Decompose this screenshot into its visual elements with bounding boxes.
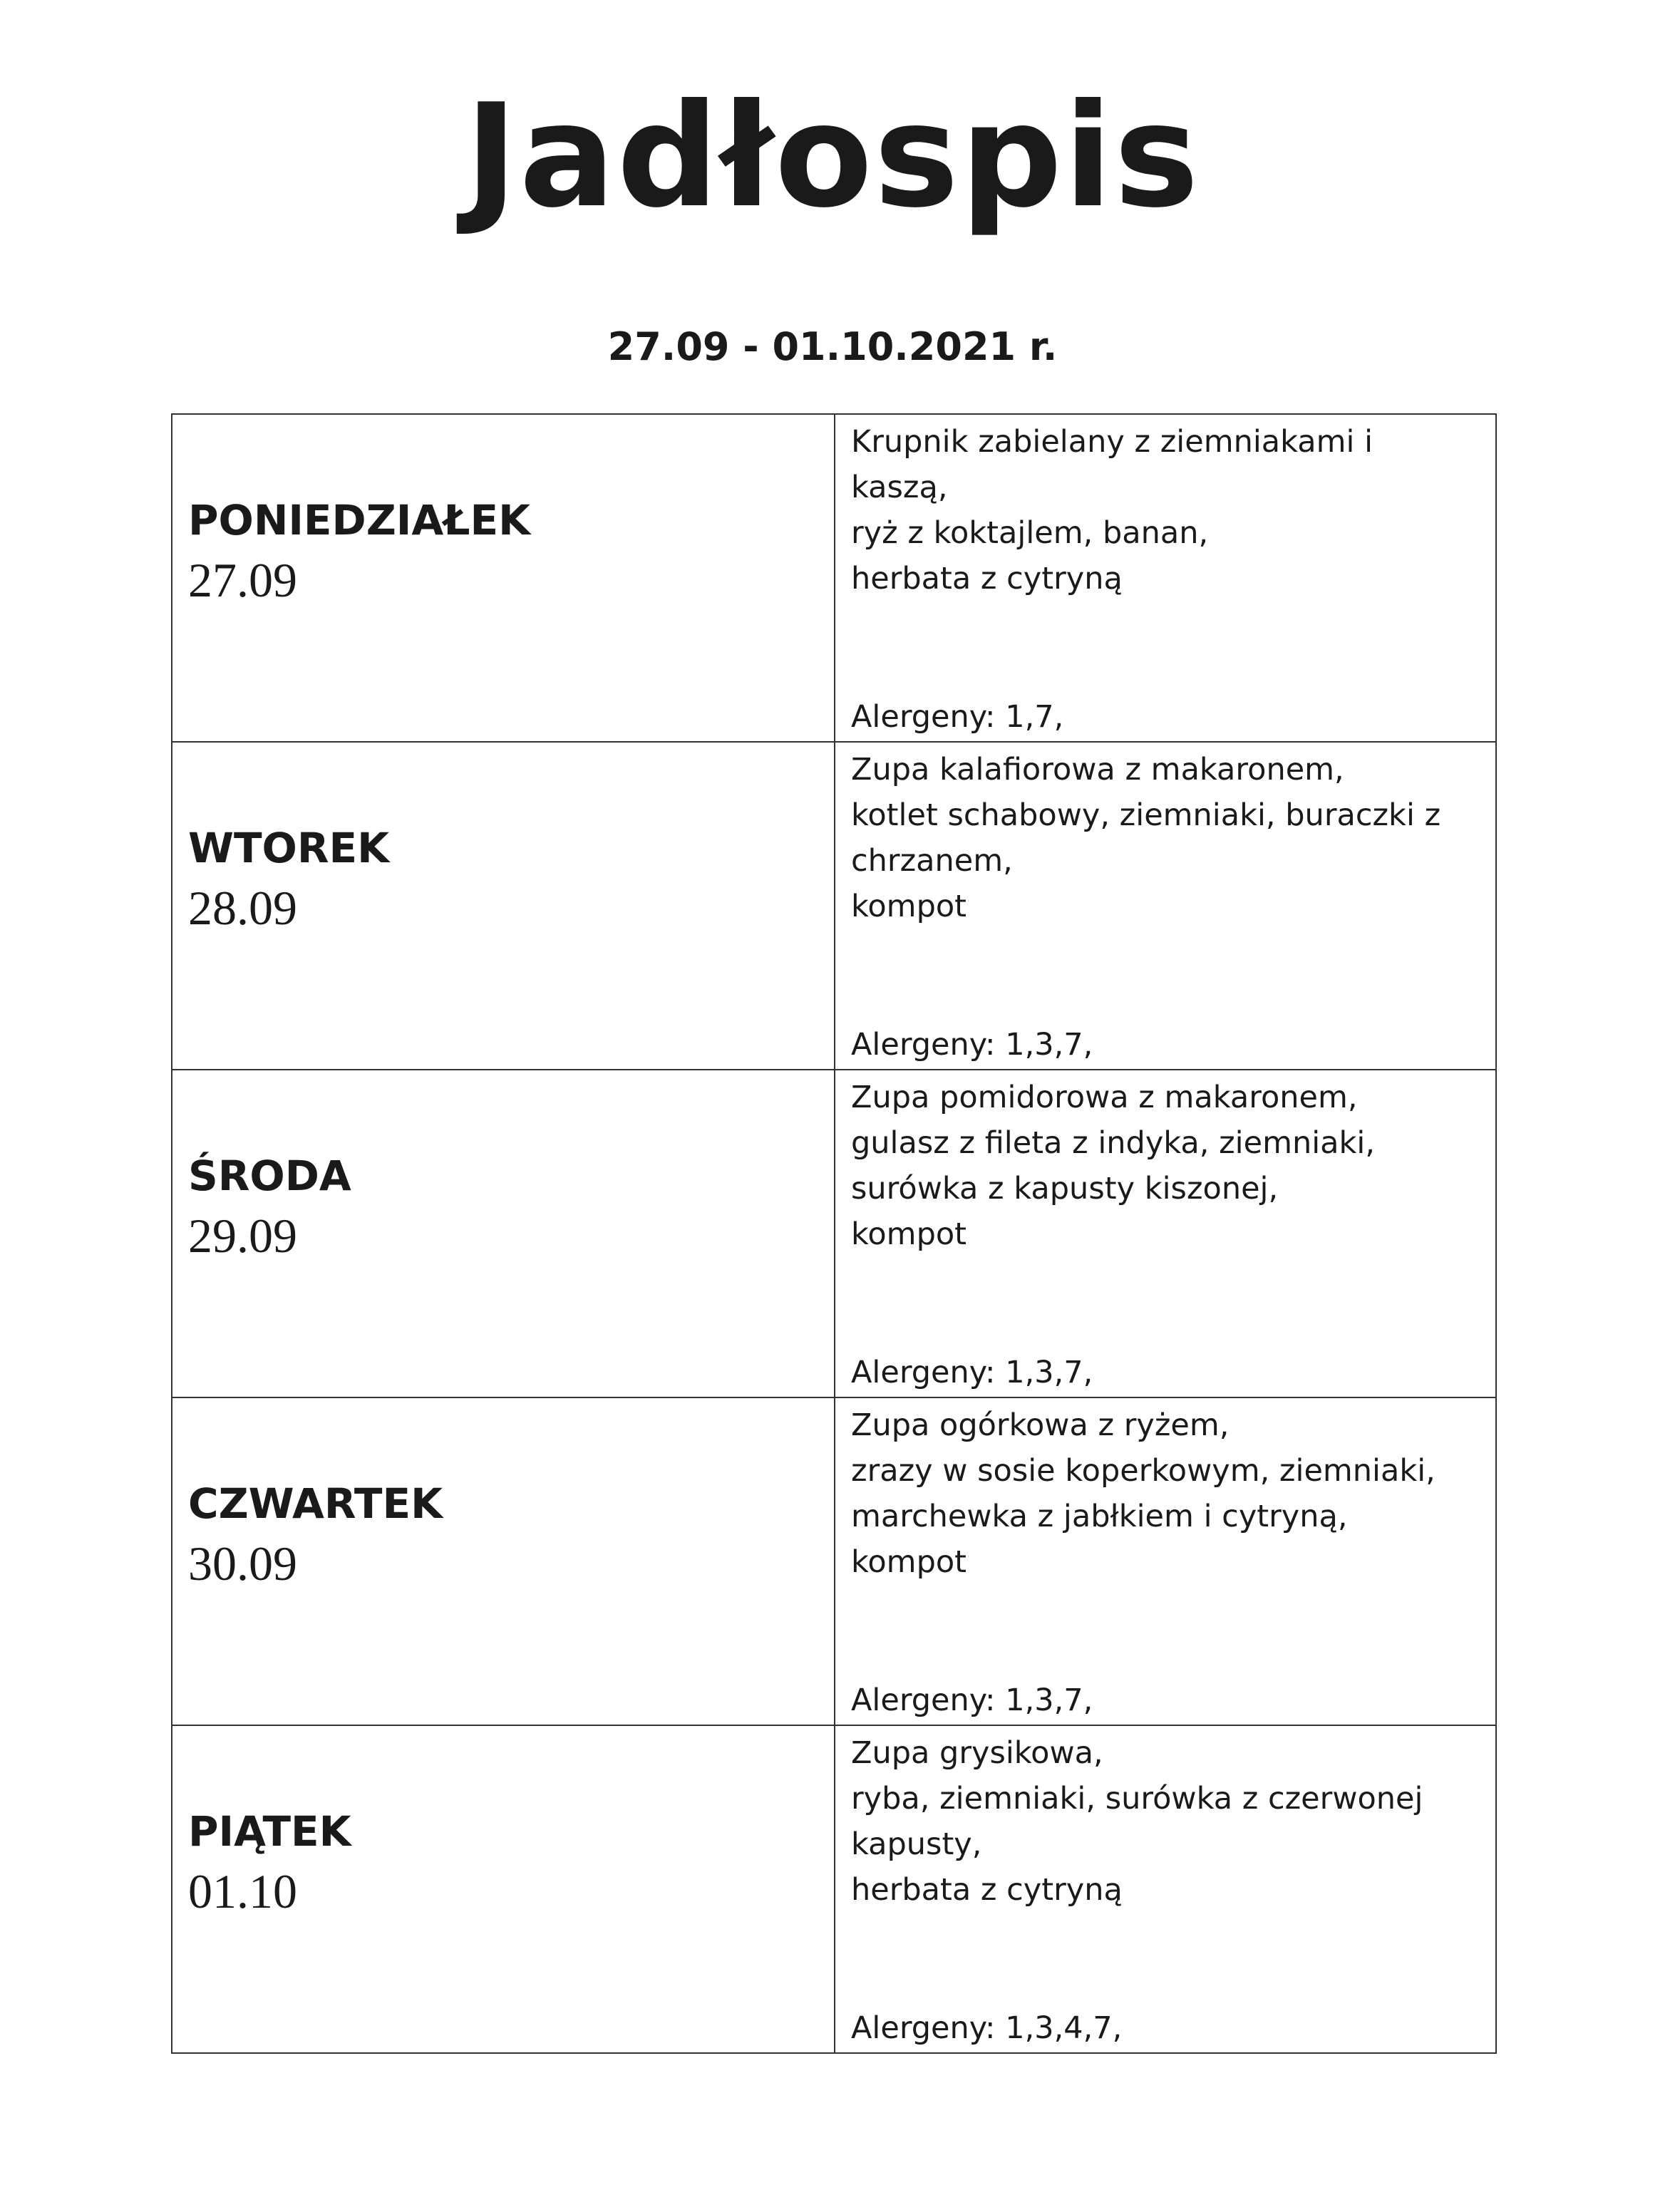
day-date: 28.09 [188, 881, 297, 935]
dish-list [851, 1730, 1481, 1913]
dish-line: kompot [851, 889, 967, 924]
day-name: CZWARTEK [188, 1479, 443, 1528]
dish-line: zrazy w sosie koperkowym, ziemniaki, [851, 1453, 1435, 1489]
dish-line: kompot [851, 1544, 967, 1580]
day-cell [172, 414, 835, 742]
dish-line: chrzanem, [851, 843, 1013, 879]
table-row [172, 414, 1496, 742]
allergens: Alergeny: 1,3,7, [851, 1355, 1093, 1390]
day-cell [172, 1070, 835, 1397]
allergens: Alergeny: 1,3,7, [851, 1027, 1093, 1063]
date-range: 27.09 - 01.10.2021 r. [607, 324, 1058, 369]
day-cell [172, 1725, 835, 2053]
day-date: 27.09 [188, 553, 297, 607]
dish-line: ryż z koktajlem, banan, [851, 515, 1209, 551]
day-name: WTOREK [188, 824, 390, 872]
dish-list [851, 1402, 1481, 1585]
allergens: Alergeny: 1,3,4,7, [851, 2010, 1123, 2046]
day-date: 29.09 [188, 1209, 297, 1263]
dish-cell [835, 1070, 1496, 1397]
dish-cell [835, 742, 1496, 1070]
day-date: 30.09 [188, 1536, 297, 1591]
dish-line: kapusty, [851, 1826, 982, 1862]
dish-cell [835, 1397, 1496, 1725]
dish-list [851, 747, 1481, 929]
page-title: Jadłospis [465, 73, 1200, 239]
dish-cell [835, 1725, 1496, 2053]
day-cell [172, 1397, 835, 1725]
dish-line: Zupa ogórkowa z ryżem, [851, 1407, 1230, 1443]
table-row [172, 1070, 1496, 1397]
dish-line: ryba, ziemniaki, surówka z czerwonej [851, 1781, 1423, 1816]
dish-line: herbata z cytryną [851, 1872, 1123, 1908]
day-name: ŚRODA [188, 1152, 351, 1200]
menu-table [171, 413, 1497, 2054]
dish-list [851, 1075, 1481, 1257]
dish-line: herbata z cytryną [851, 561, 1123, 596]
day-name: PIĄTEK [188, 1807, 351, 1856]
table-row [172, 1397, 1496, 1725]
allergens: Alergeny: 1,3,7, [851, 1683, 1093, 1718]
dish-list [851, 419, 1481, 601]
dish-line: gulasz z fileta z indyka, ziemniaki, [851, 1125, 1376, 1161]
table-row [172, 742, 1496, 1070]
dish-line: Zupa grysikowa, [851, 1735, 1103, 1771]
day-name: PONIEDZIAŁEK [188, 496, 531, 544]
dish-cell [835, 414, 1496, 742]
dish-line: kaszą, [851, 470, 948, 505]
dish-line: marchewka z jabłkiem i cytryną, [851, 1499, 1348, 1534]
dish-line: kompot [851, 1216, 967, 1252]
dish-line: kotlet schabowy, ziemniaki, buraczki z [851, 797, 1441, 833]
dish-line: surówka z kapusty kiszonej, [851, 1171, 1279, 1206]
dish-line: Zupa pomidorowa z makaronem, [851, 1080, 1358, 1115]
allergens: Alergeny: 1,7, [851, 699, 1064, 735]
dish-line: Krupnik zabielany z ziemniakami i [851, 424, 1373, 460]
table-row [172, 1725, 1496, 2053]
day-cell [172, 742, 835, 1070]
dish-line: Zupa kalafiorowa z makaronem, [851, 752, 1344, 787]
day-date: 01.10 [188, 1864, 297, 1918]
